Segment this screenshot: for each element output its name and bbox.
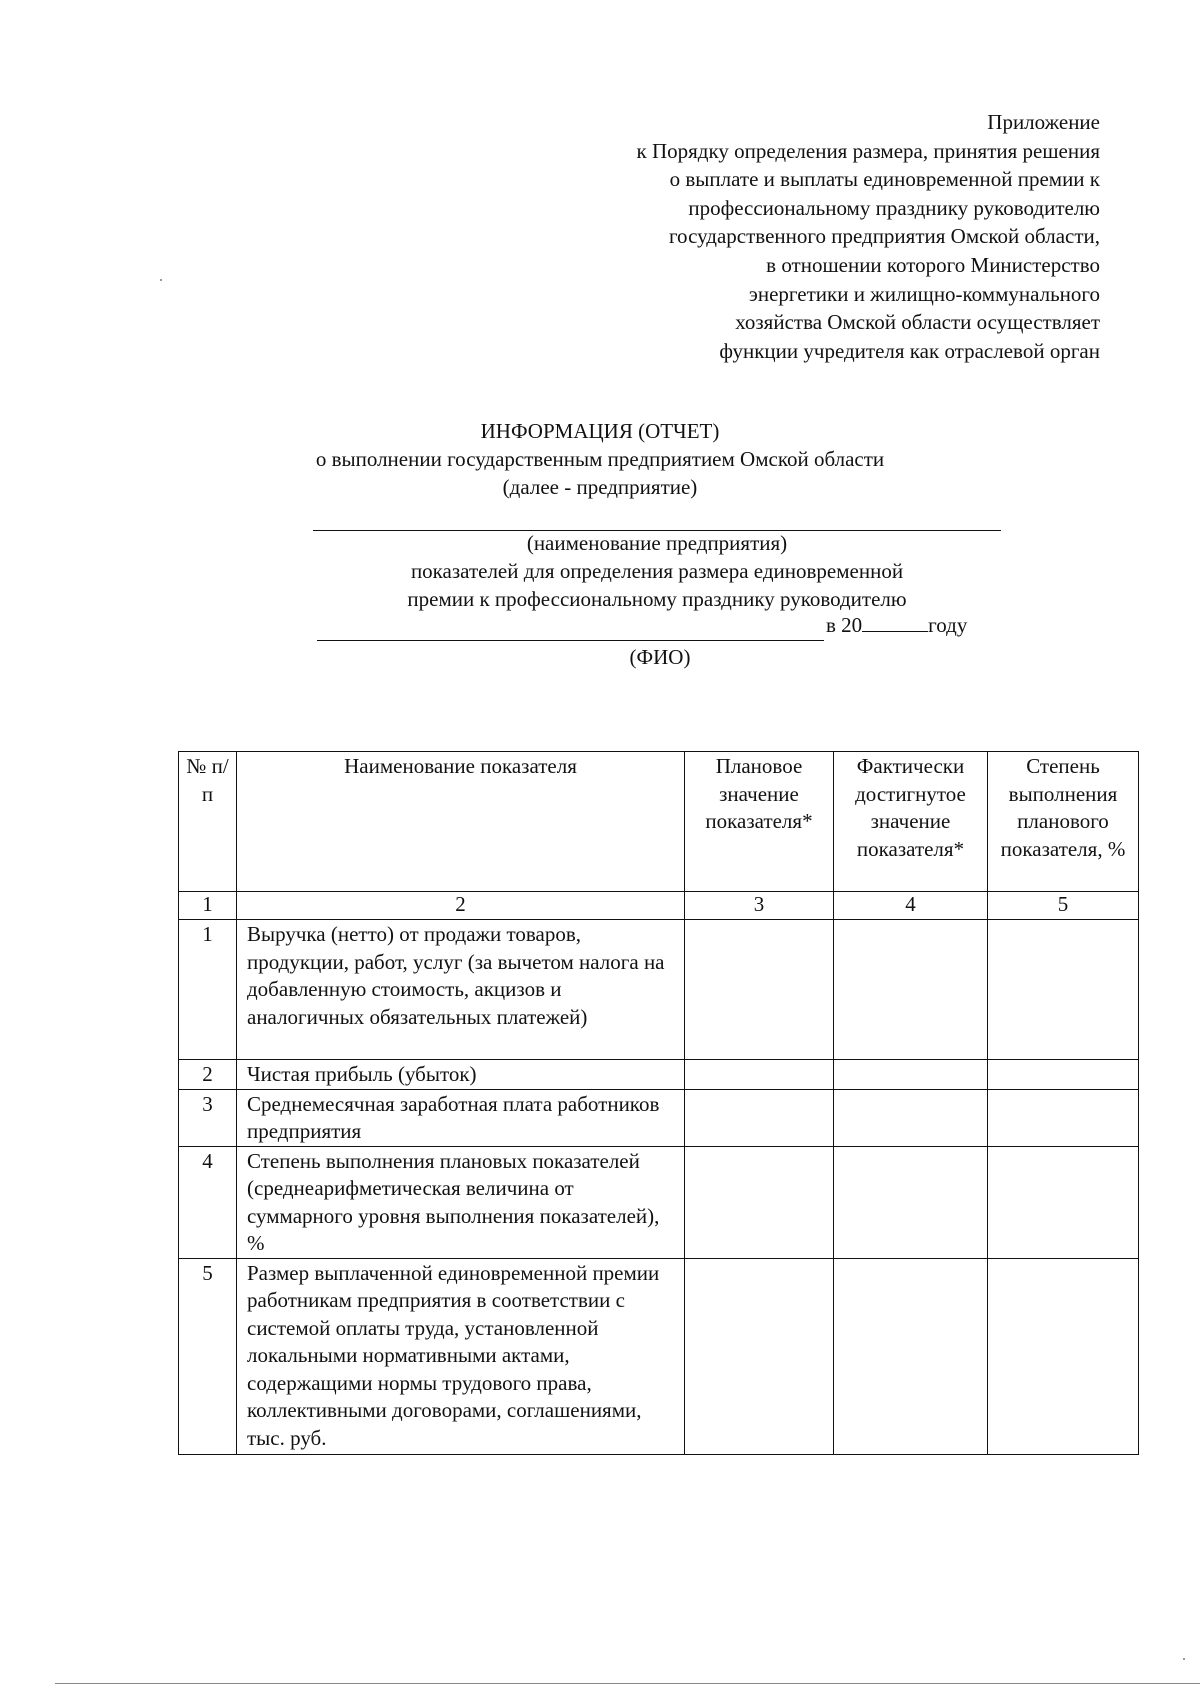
actual-value-cell [834,920,988,1060]
indicators-table [178,751,1139,1455]
report-heading: ИНФОРМАЦИЯ (ОТЧЕТ) [480,419,720,443]
table-row [179,1146,1139,1258]
year-blank [862,613,928,632]
table-row [179,1089,1139,1146]
completion-percent-cell [988,1089,1139,1146]
purpose-line-2: премии к профессиональному празднику руководителю [407,587,907,611]
purpose-line-1: показателей для определения размера единовременной [410,559,904,583]
row-number: 1 [179,920,237,1060]
appendix-line: к Порядку определения размера, принятия решения [636,138,1100,163]
plan-value-cell [685,1258,834,1454]
column-number: 4 [834,892,988,920]
indicator-name: Чистая прибыль (убыток) [237,1060,685,1090]
plan-value-cell [685,1089,834,1146]
scan-speck [1183,1658,1185,1660]
column-number: 1 [179,892,237,920]
column-number: 5 [988,892,1139,920]
report-title-block [230,417,970,501]
report-subtitle-note: (далее - предприятие) [502,475,698,499]
column-number: 2 [237,892,685,920]
header-actual-value: Фактически достигнутое значение показателя* [834,752,988,892]
plan-value-cell [685,1060,834,1090]
indicator-name: Размер выплаченной единовременной премии работникам предприятия в соответствии с системой оплаты труда, установленной локальными нормативными актами, содержащими нормы трудового права, коллективными договорами, соглашениями, тыс. руб. [237,1258,685,1454]
indicator-name: Степень выполнения плановых показателей (среднеарифметическая величина от суммарного уровня выполнения показателей), % [237,1146,685,1258]
column-number-row [179,892,1139,920]
appendix-line: энергетики и жилищно-коммунального [748,281,1100,306]
fio-line [317,640,824,641]
year-prefix: в 20 [826,613,863,637]
appendix-line: государственного предприятия Омской области, [668,224,1100,249]
actual-value-cell [834,1258,988,1454]
row-number: 5 [179,1258,237,1454]
row-number: 3 [179,1089,237,1146]
appendix-line: функции учредителя как отраслевой орган [719,338,1100,363]
table-row [179,1060,1139,1090]
appendix-line: о выплате и выплаты единовременной премии к [669,167,1100,192]
fio-caption: (ФИО) [629,645,691,669]
header-indicator-name: Наименование показателя [237,752,685,892]
table-row [179,920,1139,1060]
header-completion-percent: Степень выполнения планового показателя, % [988,752,1139,892]
header-plan-value: Плановое значение показателя* [685,752,834,892]
actual-value-cell [834,1089,988,1146]
completion-percent-cell [988,1258,1139,1454]
report-subtitle: о выполнении государственным предприятием Омской области [315,447,885,471]
actual-value-cell [834,1146,988,1258]
completion-percent-cell [988,1060,1139,1090]
column-number: 3 [685,892,834,920]
appendix-block [480,108,1100,365]
scan-edge-line [55,1683,1200,1684]
table-header-row [179,752,1139,892]
completion-percent-cell [988,920,1139,1060]
scan-speck [160,279,162,281]
row-number: 2 [179,1060,237,1090]
indicator-name: Среднемесячная заработная плата работников предприятия [237,1089,685,1146]
completion-percent-cell [988,1146,1139,1258]
year-suffix: году [928,613,968,637]
plan-value-cell [685,920,834,1060]
year-line [826,611,967,639]
enterprise-caption: (наименование предприятия) [526,531,788,555]
appendix-line: хозяйства Омской области осуществляет [735,310,1100,335]
indicator-name: Выручка (нетто) от продажи товаров, продукции, работ, услуг (за вычетом налога на добавленную стоимость, акцизов и аналогичных обязательных платежей) [237,920,685,1060]
row-number: 4 [179,1146,237,1258]
appendix-line: в отношении которого Министерство [766,252,1100,277]
actual-value-cell [834,1060,988,1090]
appendix-line: Приложение [987,110,1100,134]
table-row [179,1258,1139,1454]
header-number: № п/п [179,752,237,892]
plan-value-cell [685,1146,834,1258]
appendix-line: профессиональному празднику руководителю [688,195,1100,220]
